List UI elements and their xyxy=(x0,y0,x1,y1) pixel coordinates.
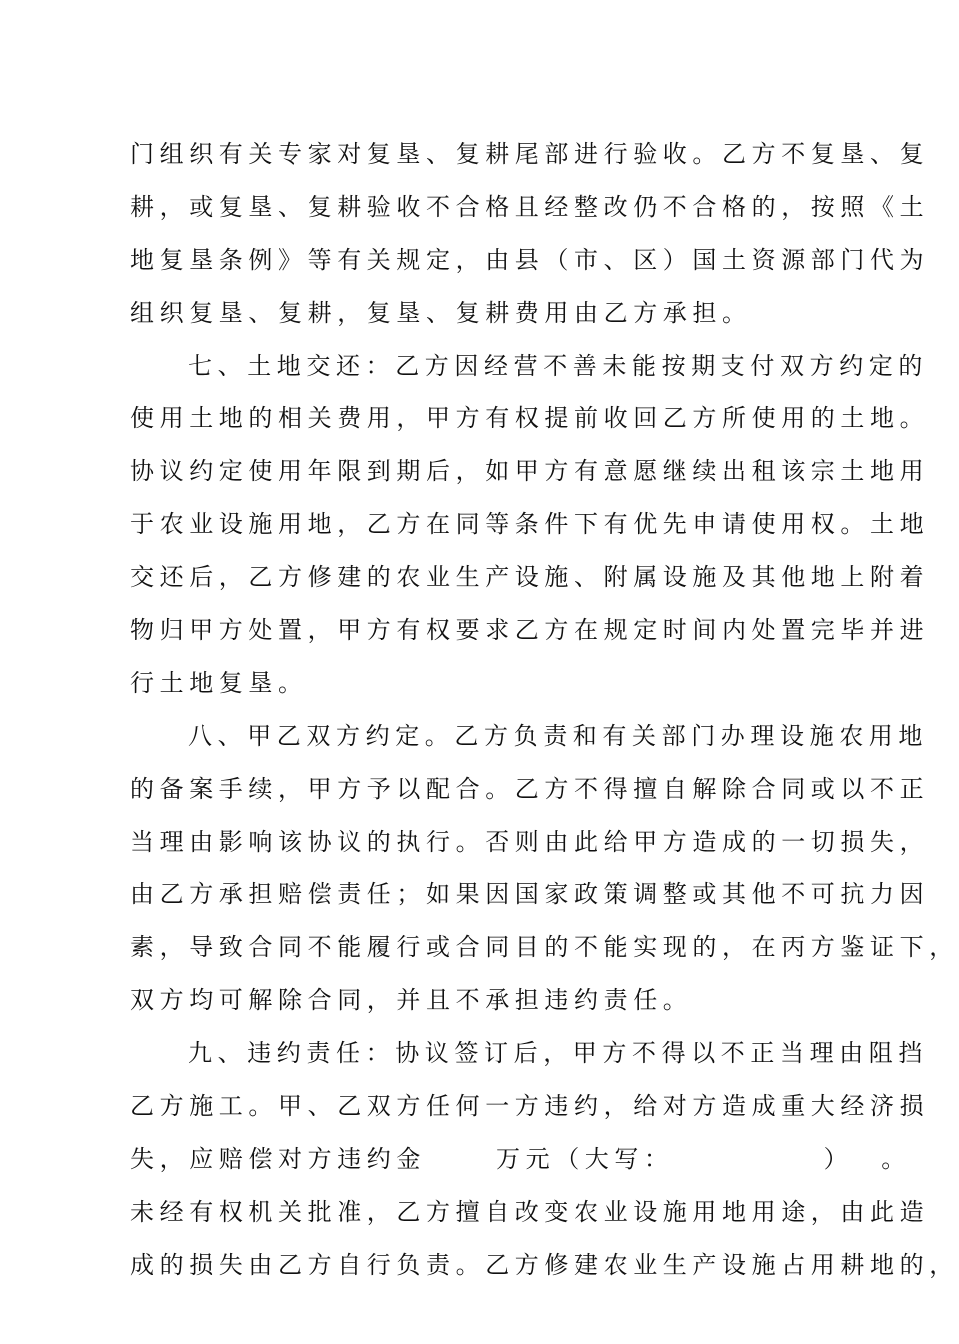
text-line: 地复垦条例》等有关规定，由县（市、区）国土资源部门代为 xyxy=(130,245,930,274)
text-line: 的备案手续，甲方予以配合。乙方不得擅自解除合同或以不正 xyxy=(130,774,930,803)
spacer xyxy=(853,1160,881,1161)
penalty-line xyxy=(130,1133,911,1186)
penalty-close-paren: ） xyxy=(823,1144,854,1173)
penalty-amount-blank[interactable] xyxy=(426,1160,496,1161)
text-line: 使用土地的相关费用，甲方有权提前收回乙方所使用的土地。 xyxy=(130,404,930,433)
text-line: 乙方施工。甲、乙双方任何一方违约，给对方造成重大经济损 xyxy=(130,1092,930,1121)
text-line: 耕，或复垦、复耕验收不合格且经整改仍不合格的，按照《土 xyxy=(130,192,930,221)
text-line: 行土地复垦。 xyxy=(130,668,308,697)
text-line: 交还后，乙方修建的农业生产设施、附属设施及其他地上附着 xyxy=(130,563,930,592)
text-line: 物归甲方处置，甲方有权要求乙方在规定时间内处置完毕并进 xyxy=(130,616,930,645)
clause-eight-heading-line: 八、甲乙双方约定。乙方负责和有关部门办理设施农用地 xyxy=(188,721,928,750)
clause-seven-heading-line: 七、土地交还：乙方因经营不善未能按期支付双方约定的 xyxy=(188,351,928,380)
penalty-text-prefix: 失，应赔偿对方违约金 xyxy=(130,1144,426,1173)
text-line: 于农业设施用地，乙方在同等条件下有优先申请使用权。土地 xyxy=(130,510,930,539)
text-line: 协议约定使用年限到期后，如甲方有意愿继续出租该宗土地用 xyxy=(130,457,930,486)
text-line: 门组织有关专家对复垦、复耕尾部进行验收。乙方不复垦、复 xyxy=(130,140,930,168)
text-line: 素，导致合同不能履行或合同目的不能实现的，在丙方鉴证下， xyxy=(130,933,959,962)
text-line: 组织复垦、复耕，复垦、复耕费用由乙方承担。 xyxy=(130,298,752,327)
penalty-daxie-blank[interactable] xyxy=(674,1160,824,1161)
text-line: 由乙方承担赔偿责任；如果因国家政策调整或其他不可抗力因 xyxy=(130,880,930,909)
clause-nine-heading-line: 九、违约责任：协议签订后，甲方不得以不正当理由阻挡 xyxy=(188,1039,928,1068)
document-body xyxy=(130,128,959,1292)
text-line: 当理由影响该协议的执行。否则由此给甲方造成的一切损失， xyxy=(130,827,930,856)
text-line: 双方均可解除合同，并且不承担违约责任。 xyxy=(130,986,693,1015)
penalty-unit-label: 万元（大写： xyxy=(496,1144,674,1173)
text-line: 未经有权机关批准，乙方擅自改变农业设施用地用途，由此造 xyxy=(130,1197,930,1226)
text-line: 成的损失由乙方自行负责。乙方修建农业生产设施占用耕地的， xyxy=(130,1250,959,1279)
penalty-period: 。 xyxy=(881,1144,911,1173)
